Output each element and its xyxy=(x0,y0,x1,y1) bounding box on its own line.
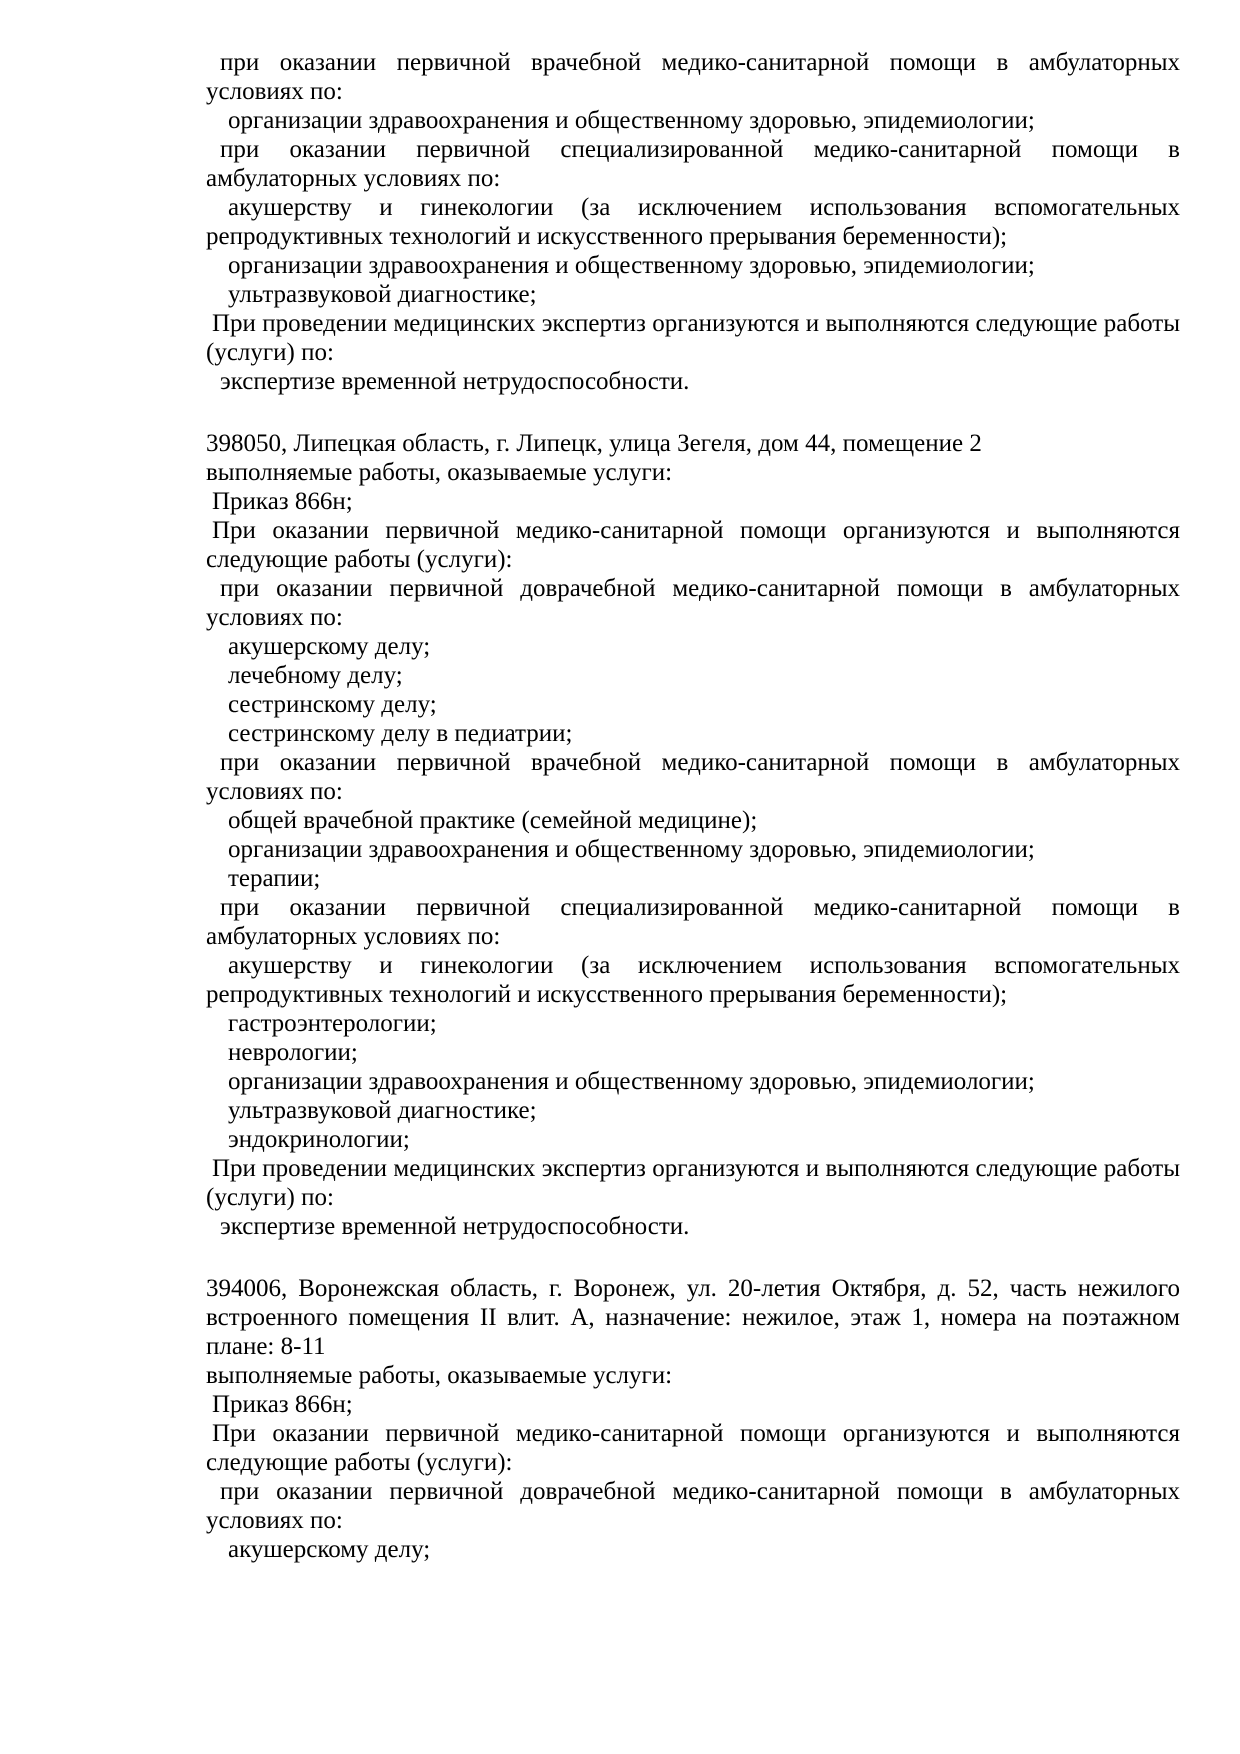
paragraph: гастроэнтерологии; xyxy=(228,1010,437,1037)
paragraph: акушерству и гинекологии (за исключением использования вспомогательных репродуктивных технологий и искусственного прерывания беременности); xyxy=(206,194,1180,250)
paragraph: при оказании первичной врачебной медико-санитарной помощи в амбулаторных условиях по: xyxy=(206,49,1180,105)
paragraph: сестринскому делу; xyxy=(228,691,437,718)
paragraph: При оказании первичной медико-санитарной помощи организуются и выполняются следующие работы (услуги): xyxy=(206,1420,1180,1476)
paragraph: лечебному делу; xyxy=(228,662,403,689)
paragraph: организации здравоохранения и общественному здоровью, эпидемиологии; xyxy=(228,107,1035,134)
paragraph: эндокринологии; xyxy=(228,1126,410,1153)
paragraph: Приказ 866н; xyxy=(212,1391,353,1418)
works-list xyxy=(206,487,1180,1241)
works-list xyxy=(206,1390,1180,1564)
paragraph: при оказании первичной доврачебной медико-санитарной помощи в амбулаторных условиях по: xyxy=(206,1478,1180,1534)
works-services-label: выполняемые работы, оказываемые услуги: xyxy=(206,459,673,486)
paragraph: неврологии; xyxy=(228,1039,358,1066)
paragraph: ультразвуковой диагностике; xyxy=(228,281,537,308)
section-location-398050 xyxy=(206,429,1180,1241)
paragraph: организации здравоохранения и общественному здоровью, эпидемиологии; xyxy=(228,252,1035,279)
paragraph: При проведении медицинских экспертиз организуются и выполняются следующие работы (услуги) по: xyxy=(206,310,1180,366)
paragraph: терапии; xyxy=(228,865,321,892)
works-list xyxy=(206,48,1180,396)
document-content xyxy=(206,48,1180,1564)
works-services-label: выполняемые работы, оказываемые услуги: xyxy=(206,1362,673,1389)
address-line: 398050, Липецкая область, г. Липецк, улица Зегеля, дом 44, помещение 2 xyxy=(206,430,982,457)
paragraph: При проведении медицинских экспертиз организуются и выполняются следующие работы (услуги) по: xyxy=(206,1155,1180,1211)
paragraph: акушерскому делу; xyxy=(228,1536,431,1563)
paragraph: ультразвуковой диагностике; xyxy=(228,1097,537,1124)
paragraph: при оказании первичной специализированной медико-санитарной помощи в амбулаторных условиях по: xyxy=(206,894,1180,950)
section-works-continuation xyxy=(206,48,1180,396)
paragraph: при оказании первичной доврачебной медико-санитарной помощи в амбулаторных условиях по: xyxy=(206,575,1180,631)
paragraph: при оказании первичной врачебной медико-санитарной помощи в амбулаторных условиях по: xyxy=(206,749,1180,805)
paragraph: общей врачебной практике (семейной медицине); xyxy=(228,807,758,834)
paragraph: сестринскому делу в педиатрии; xyxy=(228,720,573,747)
paragraph: экспертизе временной нетрудоспособности. xyxy=(220,368,690,395)
paragraph: акушерскому делу; xyxy=(228,633,431,660)
paragraph: акушерству и гинекологии (за исключением использования вспомогательных репродуктивных технологий и искусственного прерывания беременности); xyxy=(206,952,1180,1008)
paragraph: Приказ 866н; xyxy=(212,488,353,515)
paragraph: При оказании первичной медико-санитарной помощи организуются и выполняются следующие работы (услуги): xyxy=(206,517,1180,573)
address-line: 394006, Воронежская область, г. Воронеж, ул. 20-летия Октября, д. 52, часть нежилого встроенного помещения II влит. А, назначение: нежилое, этаж 1, номера на поэтажном плане: 8-11 xyxy=(206,1275,1180,1360)
paragraph: при оказании первичной специализированной медико-санитарной помощи в амбулаторных условиях по: xyxy=(206,136,1180,192)
section-location-394006 xyxy=(206,1274,1180,1564)
paragraph: организации здравоохранения и общественному здоровью, эпидемиологии; xyxy=(228,836,1035,863)
paragraph: организации здравоохранения и общественному здоровью, эпидемиологии; xyxy=(228,1068,1035,1095)
paragraph: экспертизе временной нетрудоспособности. xyxy=(220,1213,690,1240)
